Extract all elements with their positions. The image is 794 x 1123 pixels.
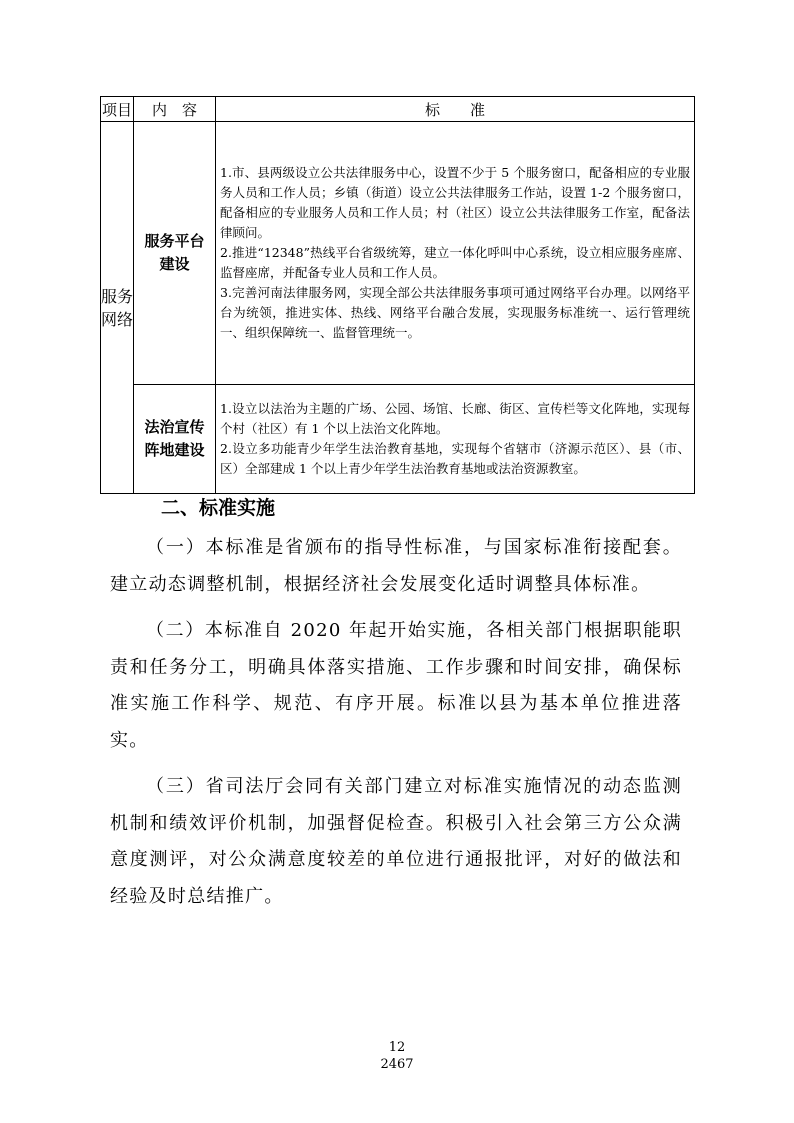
category-label-line: 服务 xyxy=(101,286,134,306)
content-cell xyxy=(134,385,216,494)
content-cell xyxy=(134,122,216,385)
standard-cell xyxy=(216,385,695,494)
page-number: 12 xyxy=(388,1040,406,1055)
header-content: 内 容 xyxy=(134,97,216,122)
content-label-line: 阵地建设 xyxy=(144,441,205,459)
standard-item: 3.完善河南法律服务网，实现全部公共法律服务事项可通过网络平台办理。以网络平台为统领，推进实体、热线、网络平台融合发展，实现服务标准统一、运行管理统一、组织保障统一、监督管理统一。 xyxy=(220,285,690,340)
category-label-line: 网络 xyxy=(101,309,134,329)
standards-table xyxy=(100,96,695,494)
standard-cell xyxy=(216,122,695,385)
table-header-row xyxy=(101,97,695,122)
standard-item: 1.市、县两级设立公共法律服务中心，设置不少于 5 个服务窗口，配备相应的专业服务人员和工作人员；乡镇（街道）设立公共法律服务工作站，设置 1-2 个服务窗口，配备相应的专业服务人员和工作人员；村（社区）设立公共法律服务工作室，配备法律顾问。 xyxy=(220,165,690,240)
header-standard: 标 准 xyxy=(216,97,695,122)
header-item: 项目 xyxy=(101,97,134,122)
table-row xyxy=(101,122,695,385)
section-heading: 二、标准实施 xyxy=(161,497,276,519)
category-cell xyxy=(101,122,134,494)
table-row xyxy=(101,385,695,494)
paragraph: （一）本标准是省颁布的指导性标准，与国家标准衔接配套。建立动态调整机制，根据经济社会发展变化适时调整具体标准。 xyxy=(110,537,682,595)
total-page-number: 2467 xyxy=(380,1057,414,1072)
body-text xyxy=(110,530,682,925)
content-label-line: 服务平台 xyxy=(144,232,205,250)
standard-item: 2.设立多功能青少年学生法治教育基地，实现每个省辖市（济源示范区）、县（市、区）全部建成 1 个以上青少年学生法治教育基地或法治资源教室。 xyxy=(220,441,690,476)
paragraph: （二）本标准自 2020 年起开始实施，各相关部门根据职能职责和任务分工，明确具体落实措施、工作步骤和时间安排，确保标准实施工作科学、规范、有序开展。标准以县为基本单位推进落实。 xyxy=(110,620,682,751)
standard-item: 2.推进“12348”热线平台省级统筹，建立一体化呼叫中心系统，设立相应服务座席、监督座席，并配备专业人员和工作人员。 xyxy=(220,245,690,280)
content-label-line: 法治宣传 xyxy=(144,418,205,436)
paragraph: （三）省司法厅会同有关部门建立对标准实施情况的动态监测机制和绩效评价机制，加强督促检查。积极引入社会第三方公众满意度测评，对公众满意度较差的单位进行通报批评，对好的做法和经验及时总结推广。 xyxy=(110,776,682,907)
content-label-line: 建设 xyxy=(159,255,190,273)
standard-item: 1.设立以法治为主题的广场、公园、场馆、长廊、街区、宣传栏等文化阵地，实现每个村（社区）有 1 个以上法治文化阵地。 xyxy=(220,401,690,436)
